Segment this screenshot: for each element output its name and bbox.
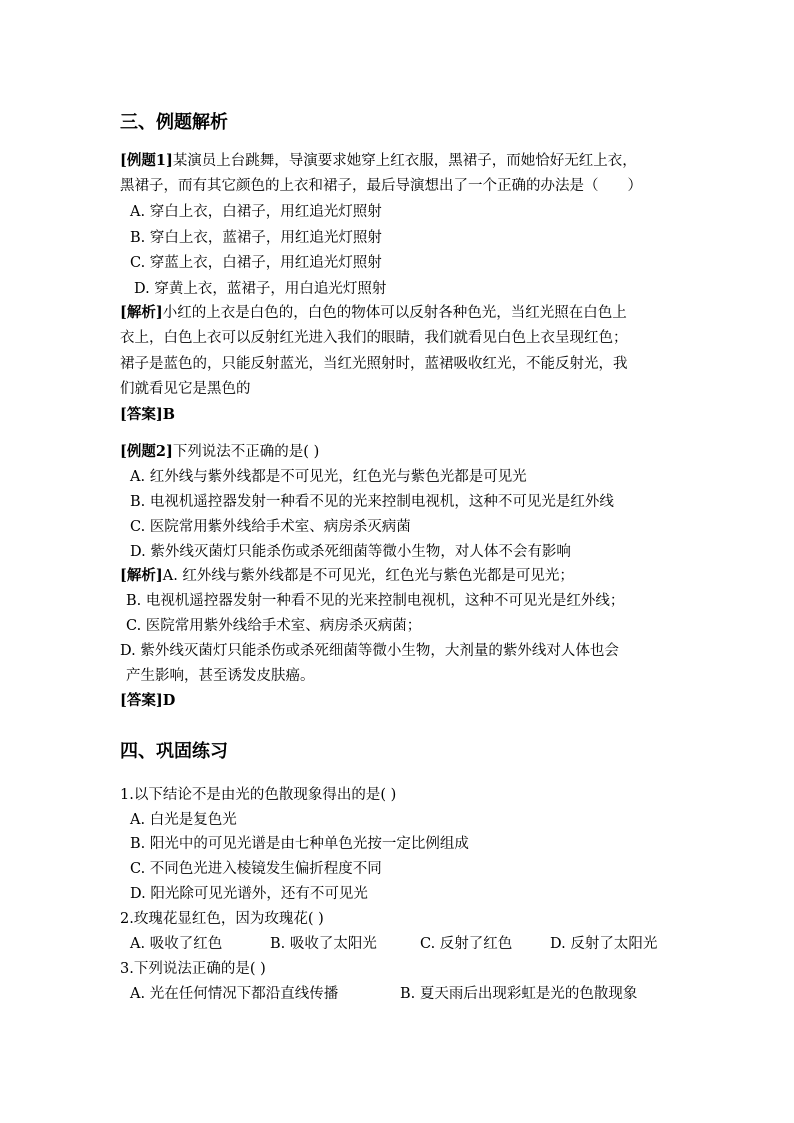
analysis-line: D. 紫外线灭菌灯只能杀伤或杀死细菌等微小生物，大剂量的紫外线对人体也会 [120,643,619,659]
option-item: D. 穿黄上衣，蓝裙子，用白追光灯照射 [134,281,387,297]
section-title: 三、例题解析 [120,112,228,133]
option-item: D. 紫外线灭菌灯只能杀伤或杀死细菌等微小生物，对人体不会有影响 [130,544,571,560]
option-item: A. 光在任何情况下都沿直线传播 [130,986,339,1002]
option-item: A. 穿白上衣，白裙子，用红追光灯照射 [130,204,382,220]
option-item: B. 穿白上衣，蓝裙子，用红追光灯照射 [130,230,382,246]
option-item: C. 不同色光进入棱镜发生偏折程度不同 [130,861,382,877]
example-tag: [例题2] [120,443,173,460]
example-2-line: [例题2]下列说法不正确的是( ) [120,443,320,460]
analysis-line: 衣上，白色上衣可以反射红光进入我们的眼睛，我们就看见白色上衣呈现红色； [120,330,628,346]
option-item: D. 反射了太阳光 [550,936,658,952]
analysis-line: 裙子是蓝色的，只能反射蓝光，当红光照射时，蓝裙吸收红光，不能反射光，我 [120,356,628,372]
analysis-line: B. 电视机遥控器发射一种看不见的光来控制电视机，这种不可见光是红外线； [126,593,625,609]
option-item: A. 红外线与紫外线都是不可见光，红色光与紫色光都是可见光 [130,469,527,485]
option-item: B. 阳光中的可见光谱是由七种单色光按一定比例组成 [130,836,469,852]
analysis-tag: [解析] [120,567,163,584]
section-title: 四、巩固练习 [120,741,228,762]
option-item: B. 电视机遥控器发射一种看不见的光来控制电视机，这种不可见光是红外线 [130,494,614,510]
analysis-line: [解析]小红的上衣是白色的，白色的物体可以反射各种色光，当红光照在白色上 [120,304,627,321]
answer-line: [答案]B [120,406,175,423]
option-item: A. 白光是复色光 [130,812,237,828]
analysis-tag: [解析] [120,304,163,321]
option-item: B. 夏天雨后出现彩虹是光的色散现象 [400,986,638,1002]
option-item: C. 医院常用紫外线给手术室、病房杀灭病菌 [130,519,411,535]
analysis-line: 产生影响，甚至诱发皮肤癌。 [126,668,315,684]
option-item: B. 吸收了太阳光 [270,936,377,952]
question-stem: 2.玫瑰花显红色，因为玫瑰花( ) [120,911,324,927]
analysis-line: C. 医院常用紫外线给手术室、病房杀灭病菌； [126,618,422,634]
option-item: C. 穿蓝上衣，白裙子，用红追光灯照射 [130,255,382,271]
example-1-line: 黑裙子，而有其它颜色的上衣和裙子，最后导演想出了一个正确的办法是（ ） [120,178,642,194]
answer-line: [答案]D [120,692,176,709]
analysis-line: 们就看见它是黑色的 [120,381,251,397]
example-tag: [例题1] [120,152,173,169]
example-1-line: [例题1]某演员上台跳舞，导演要求她穿上红衣服，黑裙子，而她恰好无红上衣， [120,152,637,169]
option-item: A. 吸收了红色 [130,936,223,952]
option-item: D. 阳光除可见光谱外，还有不可见光 [130,886,368,902]
analysis-line: [解析]A. 红外线与紫外线都是不可见光，红色光与紫色光都是可见光； [120,567,574,584]
option-item: C. 反射了红色 [420,936,513,952]
question-stem: 3.下列说法正确的是( ) [120,961,266,977]
question-stem: 1.以下结论不是由光的色散现象得出的是( ) [120,787,397,803]
